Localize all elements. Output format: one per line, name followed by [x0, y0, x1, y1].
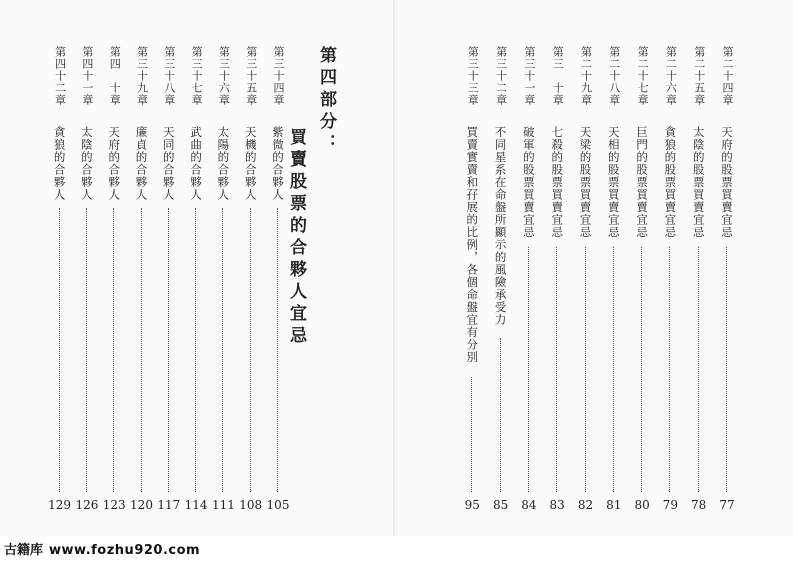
- page-number: 83: [549, 498, 565, 512]
- chapter-title: 天府的股票買賣宜忌: [720, 126, 734, 239]
- toc-entry[interactable]: [519, 46, 539, 516]
- left-page: [0, 0, 395, 561]
- page-number: 108: [239, 498, 263, 512]
- leader-dots: [698, 247, 699, 492]
- chapter-number: 第三十六章: [217, 46, 231, 106]
- page-number: 105: [266, 498, 290, 512]
- toc-entry[interactable]: [77, 46, 97, 516]
- page-number: 111: [211, 498, 235, 512]
- toc-entry[interactable]: [462, 46, 482, 516]
- chapter-title: 巨門的股票買賣宜忌: [635, 126, 650, 239]
- chapter-number: 第二十四章: [721, 46, 734, 106]
- chapter-number: 第二十七章: [636, 46, 650, 106]
- chapter-number: 第二十六章: [664, 46, 678, 106]
- watermark-url[interactable]: www.fozhu920.com: [49, 543, 201, 558]
- toc-entry[interactable]: [604, 46, 624, 516]
- leader-dots: [59, 208, 60, 492]
- toc-entry[interactable]: [104, 46, 124, 516]
- leader-dots: [195, 208, 196, 492]
- chapter-title: 貪狼的股票買賣宜忌: [663, 126, 678, 239]
- toc-entry[interactable]: [241, 46, 261, 516]
- chapter-title: 太陰的合夥人: [79, 126, 94, 201]
- watermark[interactable]: [4, 539, 200, 558]
- chapter-title: 天府的合夥人: [107, 126, 122, 201]
- leader-dots: [86, 208, 87, 492]
- leader-dots: [250, 208, 251, 492]
- toc-entry[interactable]: [268, 46, 288, 516]
- page-number: 81: [606, 498, 622, 512]
- page-number: 85: [492, 498, 509, 512]
- page-number: 114: [184, 498, 208, 512]
- leader-dots: [500, 338, 501, 492]
- page-number: 77: [719, 498, 735, 512]
- toc-entry[interactable]: [491, 46, 511, 516]
- page-number: 123: [102, 498, 126, 512]
- toc-entry[interactable]: [213, 46, 233, 516]
- chapter-title: 天相的股票買賣宜忌: [606, 126, 621, 239]
- chapter-title: 貪狼的合夥人: [52, 126, 67, 201]
- part-heading: 第四部分：: [316, 46, 336, 156]
- page-number: 80: [634, 498, 650, 512]
- leader-dots: [113, 208, 114, 492]
- chapter-title: 七殺的股票買賣宜忌: [550, 126, 565, 239]
- toc-entry[interactable]: [547, 46, 567, 516]
- chapter-number: 第三十五章: [244, 46, 258, 106]
- chapter-number: 第四 十章: [108, 46, 122, 106]
- chapter-number: 第三十四章: [272, 46, 285, 106]
- chapter-number: 第三十八章: [162, 46, 176, 106]
- toc-entry[interactable]: [50, 46, 70, 516]
- page-number: 79: [662, 498, 679, 512]
- chapter-title: 太陽的合夥人: [216, 126, 231, 201]
- leader-dots: [168, 208, 169, 492]
- chapter-number: 第三十二章: [494, 46, 508, 106]
- leader-dots: [641, 247, 642, 492]
- chapter-title: 不同星系在命盤所顯示的風險承受力: [493, 126, 508, 326]
- chapter-title: 天機的合夥人: [243, 126, 258, 201]
- right-page: [398, 0, 793, 561]
- leader-dots: [141, 208, 142, 492]
- leader-dots: [613, 247, 614, 492]
- chapter-title: 太陰的股票買賣宜忌: [691, 126, 706, 239]
- leader-dots: [222, 208, 223, 492]
- leader-dots: [556, 247, 557, 492]
- chapter-title: 紫微的合夥人: [271, 126, 285, 201]
- toc-entry[interactable]: [632, 46, 652, 516]
- page-number: 78: [691, 498, 707, 512]
- leader-dots: [528, 247, 529, 492]
- leader-dots: [726, 247, 727, 492]
- page-number: 120: [130, 498, 153, 512]
- chapter-number: 第二十八章: [607, 46, 621, 106]
- toc-entry[interactable]: [717, 46, 737, 516]
- chapter-number: 第二十五章: [692, 46, 706, 106]
- chapter-title: 天同的合夥人: [161, 126, 176, 201]
- chapter-number: 第三十九章: [135, 46, 149, 106]
- leader-dots: [585, 247, 586, 492]
- toc-entry[interactable]: [159, 46, 179, 516]
- chapter-title: 買賣實賣和孖展的比例，各個命盤宜有分別: [465, 126, 480, 364]
- chapter-number: 第四十一章: [80, 46, 94, 106]
- chapter-number: 第三十一章: [522, 46, 536, 106]
- chapter-title: 廉貞的合夥人: [134, 126, 149, 201]
- page-number: 84: [521, 498, 537, 512]
- watermark-site-name: 古籍库: [4, 543, 44, 558]
- chapter-title: 武曲的合夥人: [189, 126, 204, 201]
- chapter-number: 第四十二章: [53, 46, 67, 106]
- chapter-number: 第三十三章: [466, 46, 480, 106]
- chapter-number: 第二十九章: [579, 46, 593, 106]
- leader-dots: [471, 377, 472, 492]
- part-subtitle: 買賣股票的合夥人宜忌: [286, 128, 306, 348]
- toc-entry[interactable]: [689, 46, 709, 516]
- chapter-number: 第三 十章: [551, 46, 565, 106]
- leader-dots: [669, 247, 670, 492]
- page-number: 129: [48, 498, 72, 512]
- toc-entry[interactable]: [576, 46, 596, 516]
- page-number: 95: [464, 498, 480, 512]
- chapter-title: 天梁的股票買賣宜忌: [578, 126, 593, 239]
- chapter-number: 第三十七章: [190, 46, 204, 106]
- chapter-title: 破軍的股票買賣宜忌: [521, 126, 536, 239]
- page-number: 126: [75, 498, 99, 512]
- toc-entry[interactable]: [660, 46, 680, 516]
- page-number: 82: [577, 498, 594, 512]
- page-number: 117: [157, 498, 181, 512]
- leader-dots: [277, 208, 278, 492]
- toc-entry[interactable]: [186, 46, 206, 516]
- toc-entry[interactable]: [132, 46, 152, 516]
